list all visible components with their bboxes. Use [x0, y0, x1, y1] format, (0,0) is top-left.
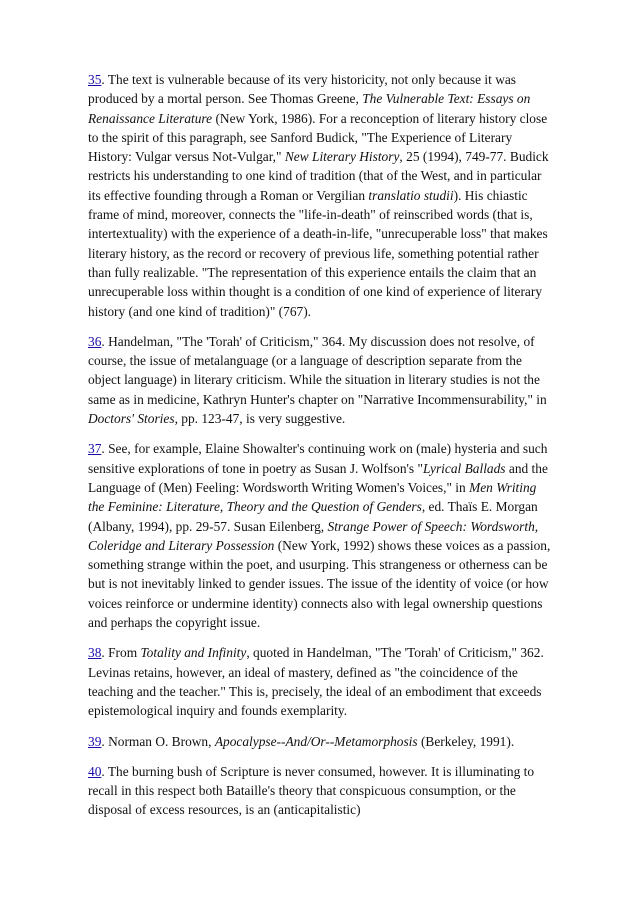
footnote-citation-title: The Vulnerable Text: Essays on Renaissance Literature [88, 91, 531, 126]
footnote-segment: and the Language of (Men) Feeling: Wordsworth Writing Women's Voices," in [88, 460, 548, 495]
footnote-citation-title: Strange Power of Speech: Wordsworth, Coleridge and Literary Possession [88, 518, 539, 553]
footnote-40-link[interactable]: 40 [88, 763, 102, 779]
footnote-40 [88, 762, 554, 820]
footnote-36-link[interactable]: 36 [88, 333, 102, 349]
footnote-segment: . Norman O. Brown, [101, 733, 215, 749]
footnote-citation-title: Men Writing the Feminine: Literature, Theory and the Question of Genders [88, 479, 537, 515]
footnote-39 [88, 732, 554, 751]
footnote-segment: . From [101, 645, 141, 661]
footnote-39-link[interactable]: 39 [88, 733, 102, 749]
footnote-37 [88, 439, 554, 632]
footnote-36 [88, 332, 554, 428]
footnote-segment: . See, for example, Elaine Showalter's continuing work on (male) hysteria and such sensitive explorations of tone in poetry as Susan J. Wolfson's " [88, 441, 548, 476]
footnote-citation-title: Doctors' Stories [88, 411, 175, 427]
footnote-segment: . The text is vulnerable because of its very historicity, not only because it was produced by a mortal person. See Thomas Greene, [88, 72, 517, 107]
footnote-35 [88, 70, 554, 321]
footnote-citation-title: Totality and Infinity [140, 645, 247, 661]
footnote-segment: , quoted in Handelman, "The 'Torah' of Criticism," 362. Levinas retains, however, an ideal of mastery, defined as "the coincidence of the teaching and the teacher." This is, precisely, the ideal of an embodiment that exceeds epistemological inquiry and founds exemplarity. [88, 645, 544, 719]
footnote-38-link[interactable]: 38 [88, 645, 102, 661]
footnote-segment: , ed. Thaïs E. Morgan (Albany, 1994), pp. 29-57. Susan Eilenberg, [88, 499, 538, 534]
footnote-segment: , pp. 123-47, is very suggestive. [174, 411, 346, 427]
footnote-segment: (New York, 1992) shows these voices as a passion, something strange within the poet, and usurping. This strangeness or otherness can be but is not inevitably linked to gender issues. The issue of the identity of voice (or how voices reinforce or undermine identity) connects also with legal ownership questions and perhaps the copyright issue. [88, 537, 551, 631]
footnote-segment: (New York, 1986). For a reconception of literary history close to the spirit of this paragraph, see Sanford Budick, "The Experience of Literary History: Vulgar versus Not-Vulgar," [88, 110, 548, 165]
footnote-segment: . Handelman, "The 'Torah' of Criticism," 364. My discussion does not resolve, of course, the issue of metalanguage (or a language of description separate from the object language) in literary criticism. While the situation in literary studies is not the same as in medicine, Kathryn Hunter's chapter on "Narrative Incommensurability," in [88, 333, 547, 407]
footnote-segment: , 25 (1994), 749-77. Budick restricts his understanding to one kind of tradition (that of the West, and in particular its effective founding through a Roman or Vergilian [88, 149, 549, 203]
footnotes [88, 70, 554, 820]
footnote-segment: . The burning bush of Scripture is never consumed, however. It is illuminating to recall in this respect both Bataille's theory that conspicuous consumption, or the disposal of excess resources, is an (anticapitalistic) [88, 763, 535, 818]
footnote-latin-term: translatio studii [368, 187, 454, 203]
footnote-citation-title: Apocalypse--And/Or--Metamorphosis [214, 733, 418, 749]
footnote-35-link[interactable]: 35 [88, 72, 102, 87]
footnote-citation-title: New Literary History [284, 149, 400, 165]
footnote-citation-title: Lyrical Ballads [422, 460, 506, 476]
footnote-38 [88, 643, 554, 720]
footnote-segment: ). His chiastic frame of mind, moreover, connects the "life-in-death" of reinscribed words (that is, intertextuality) with the experience of a death-in-life, "unrecuperable loss" that makes literary history, as the record or recovery of previous life, something potential rather than fully realizable. "The representation of this experience entails the claim that an unrecuperable loss within thought is a condition of one kind of experience of literary history (and one kind of tradition)" (767). [88, 187, 548, 319]
footnote-segment: (Berkeley, 1991). [417, 733, 515, 749]
footnote-37-link[interactable]: 37 [88, 441, 102, 457]
